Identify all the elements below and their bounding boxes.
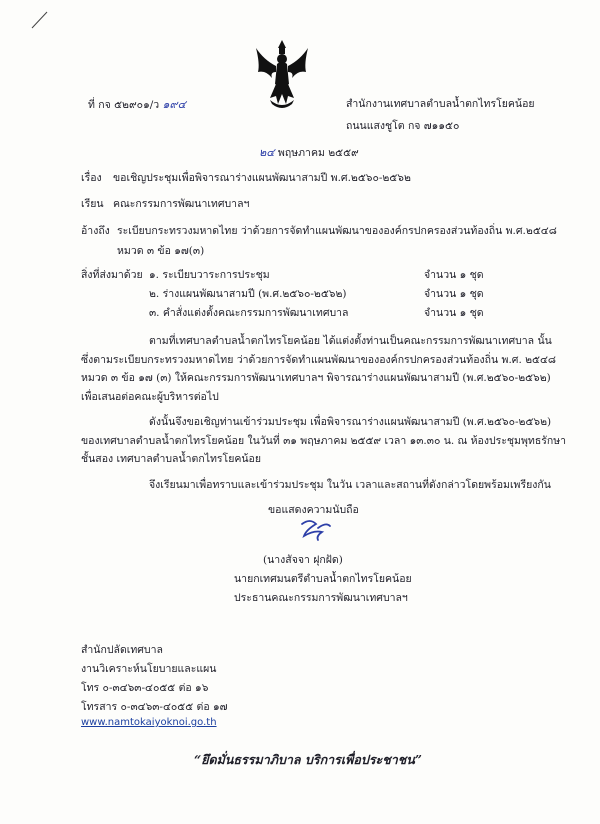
- pen-mark-icon: [30, 10, 50, 30]
- ref-number-handwritten: ๑๙๔: [162, 98, 186, 111]
- to-text: คณะกรรมการพัฒนาเทศบาลฯ: [113, 198, 250, 210]
- body-p1-line3: หมวด ๓ ข้อ ๑๗ (๓) ให้คณะกรรมการพัฒนาเทศบาลฯ พิจารณาร่างแผนพัฒนาสามปี (พ.ศ.๒๕๖๐-๒๕๖๒): [81, 372, 551, 384]
- reference-text-line2: หมวด ๓ ข้อ ๑๗(๓): [117, 245, 205, 257]
- reference-text-line1: ระเบียบกระทรวงมหาดไทย ว่าด้วยการจัดทำแผนพัฒนาขององค์กรปกครองส่วนท้องถิ่น พ.ศ.๒๕๔๘: [117, 225, 557, 237]
- subject-text: ขอเชิญประชุมเพื่อพิจารณาร่างแผนพัฒนาสามปี พ.ศ.๒๕๖๐-๒๕๖๒: [113, 172, 411, 184]
- letter-date: [259, 143, 359, 161]
- enclosure-item: ๑. ระเบียบวาระการประชุม: [149, 269, 270, 281]
- footer-dept1: สำนักปลัดเทศบาล: [81, 644, 163, 656]
- enclosure-item: ๓. คำสั่งแต่งตั้งคณะกรรมการพัฒนาเทศบาล: [149, 307, 349, 319]
- enclosure-qty: จำนวน ๑ ชุด: [424, 307, 484, 319]
- enclosure-qty: จำนวน ๑ ชุด: [424, 269, 484, 281]
- footer-dept2: งานวิเคราะห์นโยบายและแผน: [81, 663, 217, 675]
- reference-number: [88, 95, 186, 113]
- footer-tel: โทร ๐-๓๔๖๓-๔๐๕๕ ต่อ ๑๖: [81, 682, 209, 694]
- signatory-title2: ประธานคณะกรรมการพัฒนาเทศบาลฯ: [234, 592, 408, 604]
- body-p1-line4: เพื่อเสนอต่อคณะผู้บริหารต่อไป: [81, 391, 219, 403]
- office-name: สำนักงานเทศบาลตำบลน้ำตกไทรโยคน้อย: [346, 98, 535, 110]
- signatory-name: (นางสัจจา ฝุกฝัด): [263, 554, 343, 566]
- motto: “ยึดมั่นธรรมาภิบาล บริการเพื่อประชาชน”: [194, 752, 422, 767]
- reference-label: อ้างถึง: [81, 225, 110, 237]
- footer-fax: โทรสาร ๐-๓๔๖๓-๔๐๕๕ ต่อ ๑๗: [81, 701, 228, 713]
- website-link[interactable]: www.namtokaiyoknoi.go.th: [81, 717, 217, 728]
- body-p2-line1: ดังนั้นจึงขอเชิญท่านเข้าร่วมประชุม เพื่อพิจารณาร่างแผนพัฒนาสามปี (พ.ศ.๒๕๖๐-๒๕๖๒): [149, 416, 552, 428]
- body-p2-line3: ชั้นสอง เทศบาลตำบลน้ำตกไทรโยคน้อย: [81, 453, 262, 465]
- subject-label: เรื่อง: [81, 172, 102, 184]
- date-day-handwritten: ๒๔: [259, 146, 275, 159]
- garuda-emblem-icon: [254, 38, 310, 110]
- body-p3: จึงเรียนมาเพื่อทราบและเข้าร่วมประชุม ในวัน เวลาและสถานที่ดังกล่าวโดยพร้อมเพรียงกัน: [149, 479, 551, 491]
- enclosure-label: สิ่งที่ส่งมาด้วย: [81, 269, 143, 281]
- body-p1-line2: ซึ่งตามระเบียบกระทรวงมหาดไทย ว่าด้วยการจัดทำแผนพัฒนาขององค์กรปกครองส่วนท้องถิ่น พ.ศ. ๒๕๔๘: [81, 354, 557, 366]
- date-month-year: พฤษภาคม ๒๕๕๙: [277, 147, 359, 159]
- closing-salutation: ขอแสดงความนับถือ: [268, 504, 359, 516]
- enclosure-qty: จำนวน ๑ ชุด: [424, 288, 484, 300]
- ref-prefix: ที่ กจ ๕๒๙๐๑/ว: [88, 99, 160, 111]
- signature-icon: [296, 516, 336, 542]
- enclosure-item: ๒. ร่างแผนพัฒนาสามปี (พ.ศ.๒๕๖๐-๒๕๖๒): [149, 288, 347, 300]
- to-label: เรียน: [81, 198, 104, 210]
- office-address: ถนนแสงชูโต กจ ๗๑๑๕๐: [346, 120, 460, 132]
- signatory-title1: นายกเทศมนตรีตำบลน้ำตกไทรโยคน้อย: [234, 573, 412, 585]
- body-p2-line2: ของเทศบาลตำบลน้ำตกไทรโยคน้อย ในวันที่ ๓๑ พฤษภาคม ๒๕๕๙ เวลา ๑๓.๓๐ น. ณ ห้องประชุมพุทธรักษา: [81, 435, 567, 447]
- body-p1-line1: ตามที่เทศบาลตำบลน้ำตกไทรโยคน้อย ได้แต่งตั้งท่านเป็นคณะกรรมการพัฒนาเทศบาล นั้น: [149, 335, 552, 347]
